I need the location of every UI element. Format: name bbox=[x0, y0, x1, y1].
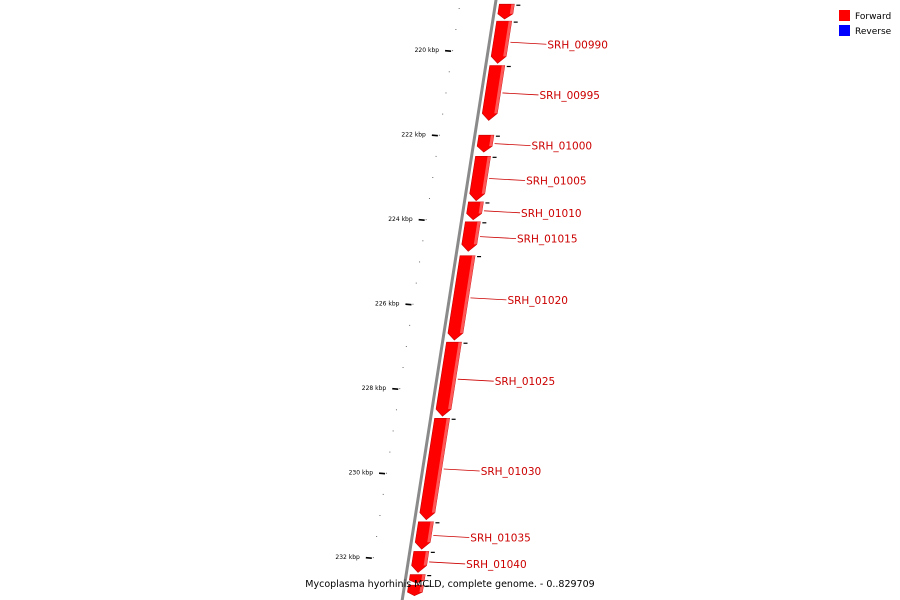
gene-label-leader bbox=[480, 237, 516, 239]
gene-label: SRH_01035 bbox=[470, 532, 531, 545]
major-tick bbox=[405, 304, 411, 305]
legend-reverse-swatch bbox=[839, 25, 850, 36]
gene-label-leader bbox=[470, 298, 506, 300]
major-tick bbox=[432, 135, 438, 136]
gene-label: SRH_00990 bbox=[547, 39, 608, 52]
tick-label: 230 kbp bbox=[348, 469, 374, 477]
major-tick bbox=[419, 220, 425, 221]
major-tick bbox=[366, 558, 372, 559]
gene-label-leader bbox=[433, 536, 469, 538]
gene-label: SRH_01015 bbox=[517, 233, 578, 246]
gene-label-leader bbox=[458, 379, 494, 381]
gene-label-leader bbox=[510, 42, 546, 44]
gene-label-leader bbox=[484, 211, 520, 213]
legend-forward-swatch bbox=[839, 10, 850, 21]
gene-label: SRH_01005 bbox=[526, 175, 587, 188]
gene-label-leader bbox=[502, 93, 538, 95]
tick-label: 226 kbp bbox=[375, 300, 400, 308]
minor-tick-marks bbox=[373, 8, 460, 557]
gene-label: SRH_01025 bbox=[494, 376, 556, 389]
genome-caption: Mycoplasma hyorhinis MCLD, complete genome. - 0..829709 bbox=[305, 579, 595, 590]
gene-label: SRH_01040 bbox=[466, 558, 527, 571]
tick-label: 232 kbp bbox=[335, 554, 360, 562]
gene-label: SRH_01020 bbox=[507, 294, 568, 307]
gene-label: SRH_01000 bbox=[531, 140, 593, 153]
gene-feature bbox=[498, 4, 521, 19]
legend-reverse-label: Reverse bbox=[855, 27, 892, 37]
major-tick bbox=[379, 473, 385, 474]
gene-label: SRH_01010 bbox=[521, 207, 582, 220]
genome-backbone bbox=[401, 0, 496, 600]
tick-label: 228 kbp bbox=[361, 385, 387, 393]
gene-label-leader bbox=[489, 179, 525, 181]
legend bbox=[839, 10, 892, 37]
tick-label: 220 kbp bbox=[414, 47, 440, 55]
gene-label-leader bbox=[429, 562, 465, 564]
legend-forward-label: Forward bbox=[855, 12, 892, 22]
major-tick bbox=[392, 389, 398, 390]
gene-label-leader bbox=[444, 469, 480, 471]
gene-label-leader bbox=[495, 144, 531, 146]
gene-label: SRH_00995 bbox=[539, 89, 600, 102]
gene-label: SRH_01030 bbox=[480, 465, 542, 478]
tick-label: 224 kbp bbox=[388, 216, 413, 224]
tick-label: 222 kbp bbox=[401, 131, 426, 139]
major-tick bbox=[445, 51, 451, 52]
